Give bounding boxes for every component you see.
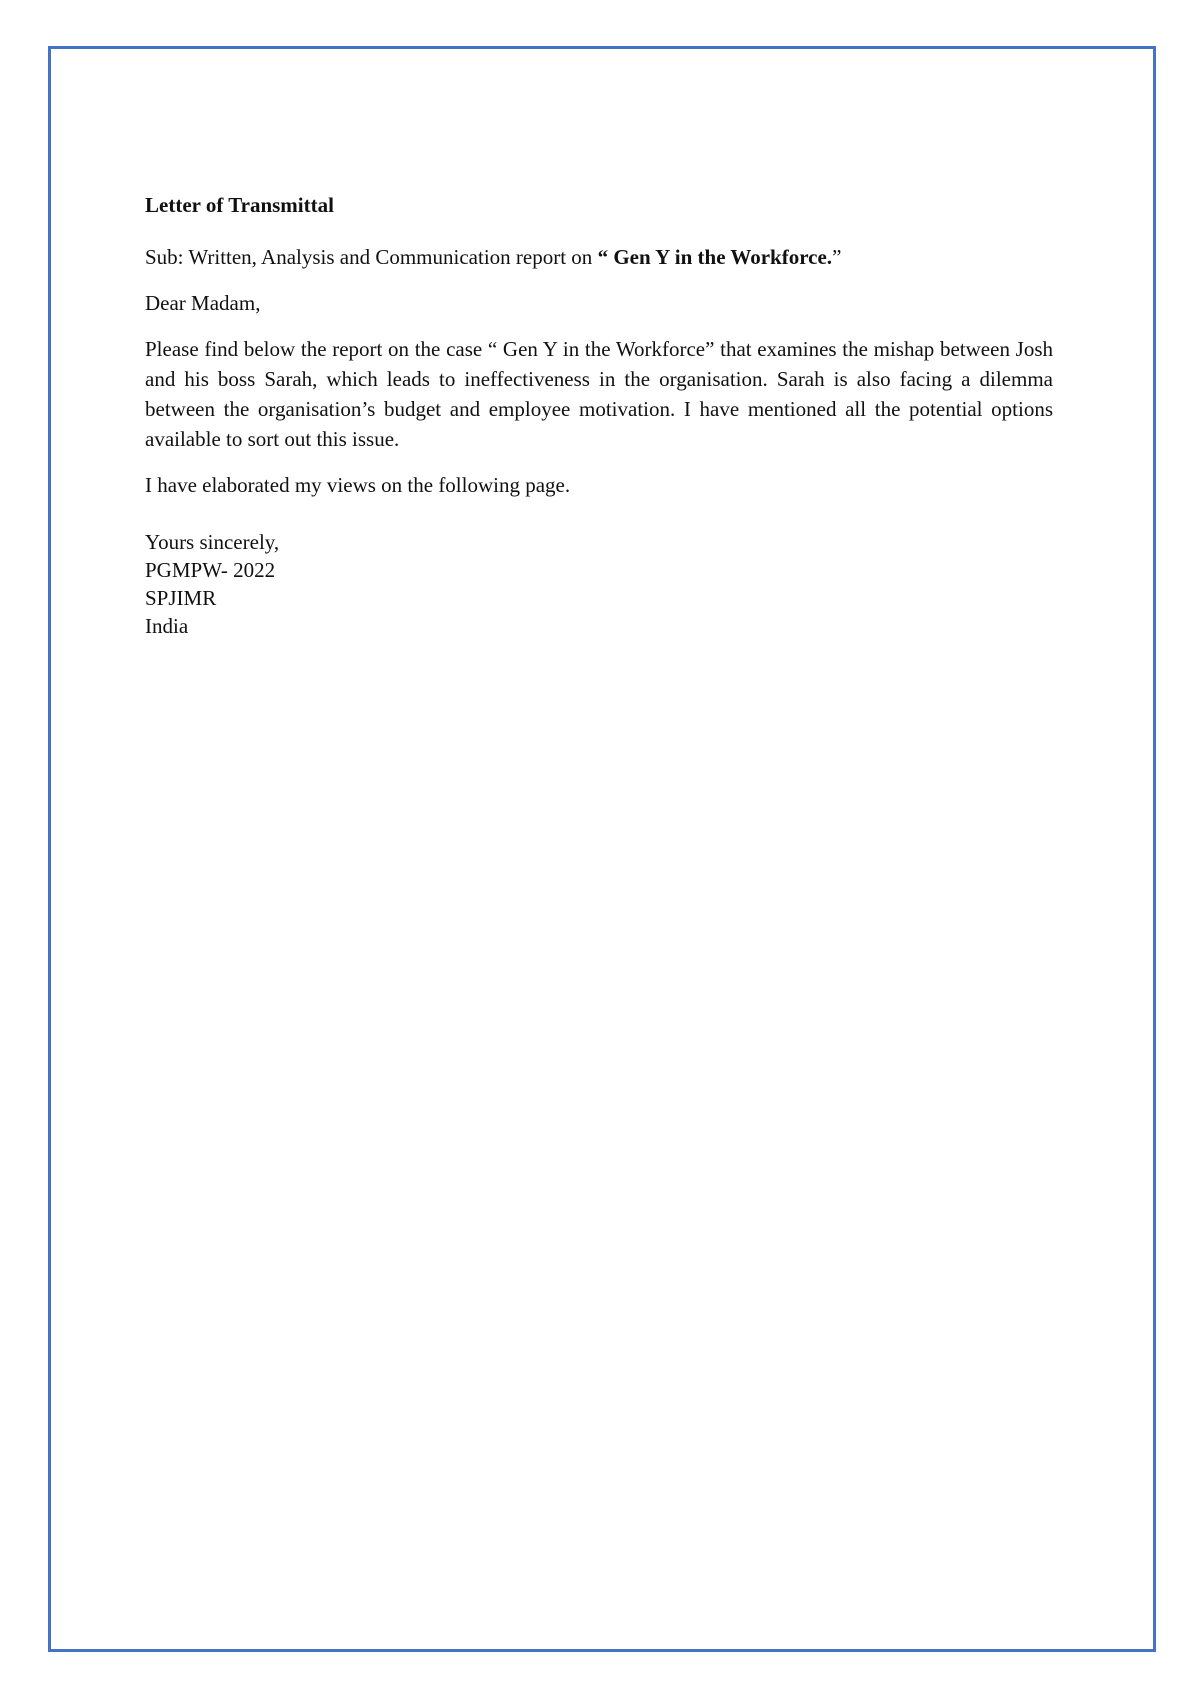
letter-body <box>145 190 1053 640</box>
closing-paragraph: I have elaborated my views on the following page. <box>145 473 571 497</box>
signoff-closing: Yours sincerely, <box>145 530 280 554</box>
salutation: Dear Madam, <box>145 291 261 315</box>
subject-end-quote: ” <box>832 245 842 269</box>
signoff-block <box>145 528 1053 640</box>
subject-bold: “ Gen Y in the Workforce. <box>597 245 833 269</box>
signoff-line-2: SPJIMR <box>145 586 217 610</box>
subject-line <box>145 242 1053 272</box>
subject-prefix: Sub: Written, Analysis and Communication report on <box>145 245 598 269</box>
signoff-line-3: India <box>145 614 189 638</box>
letter-title: Letter of Transmittal <box>145 193 334 217</box>
signoff-line-1: PGMPW- 2022 <box>145 558 276 582</box>
body-paragraph: Please find below the report on the case “ Gen Y in the Workforce” that examines the mishap between Josh and his boss Sarah, which leads to ineffectiveness in the organisation. Sarah is also facing a dilemma between the organisation’s budget and employee motivation. I have mentioned all the potential options available to sort out this issue. <box>145 337 1053 451</box>
